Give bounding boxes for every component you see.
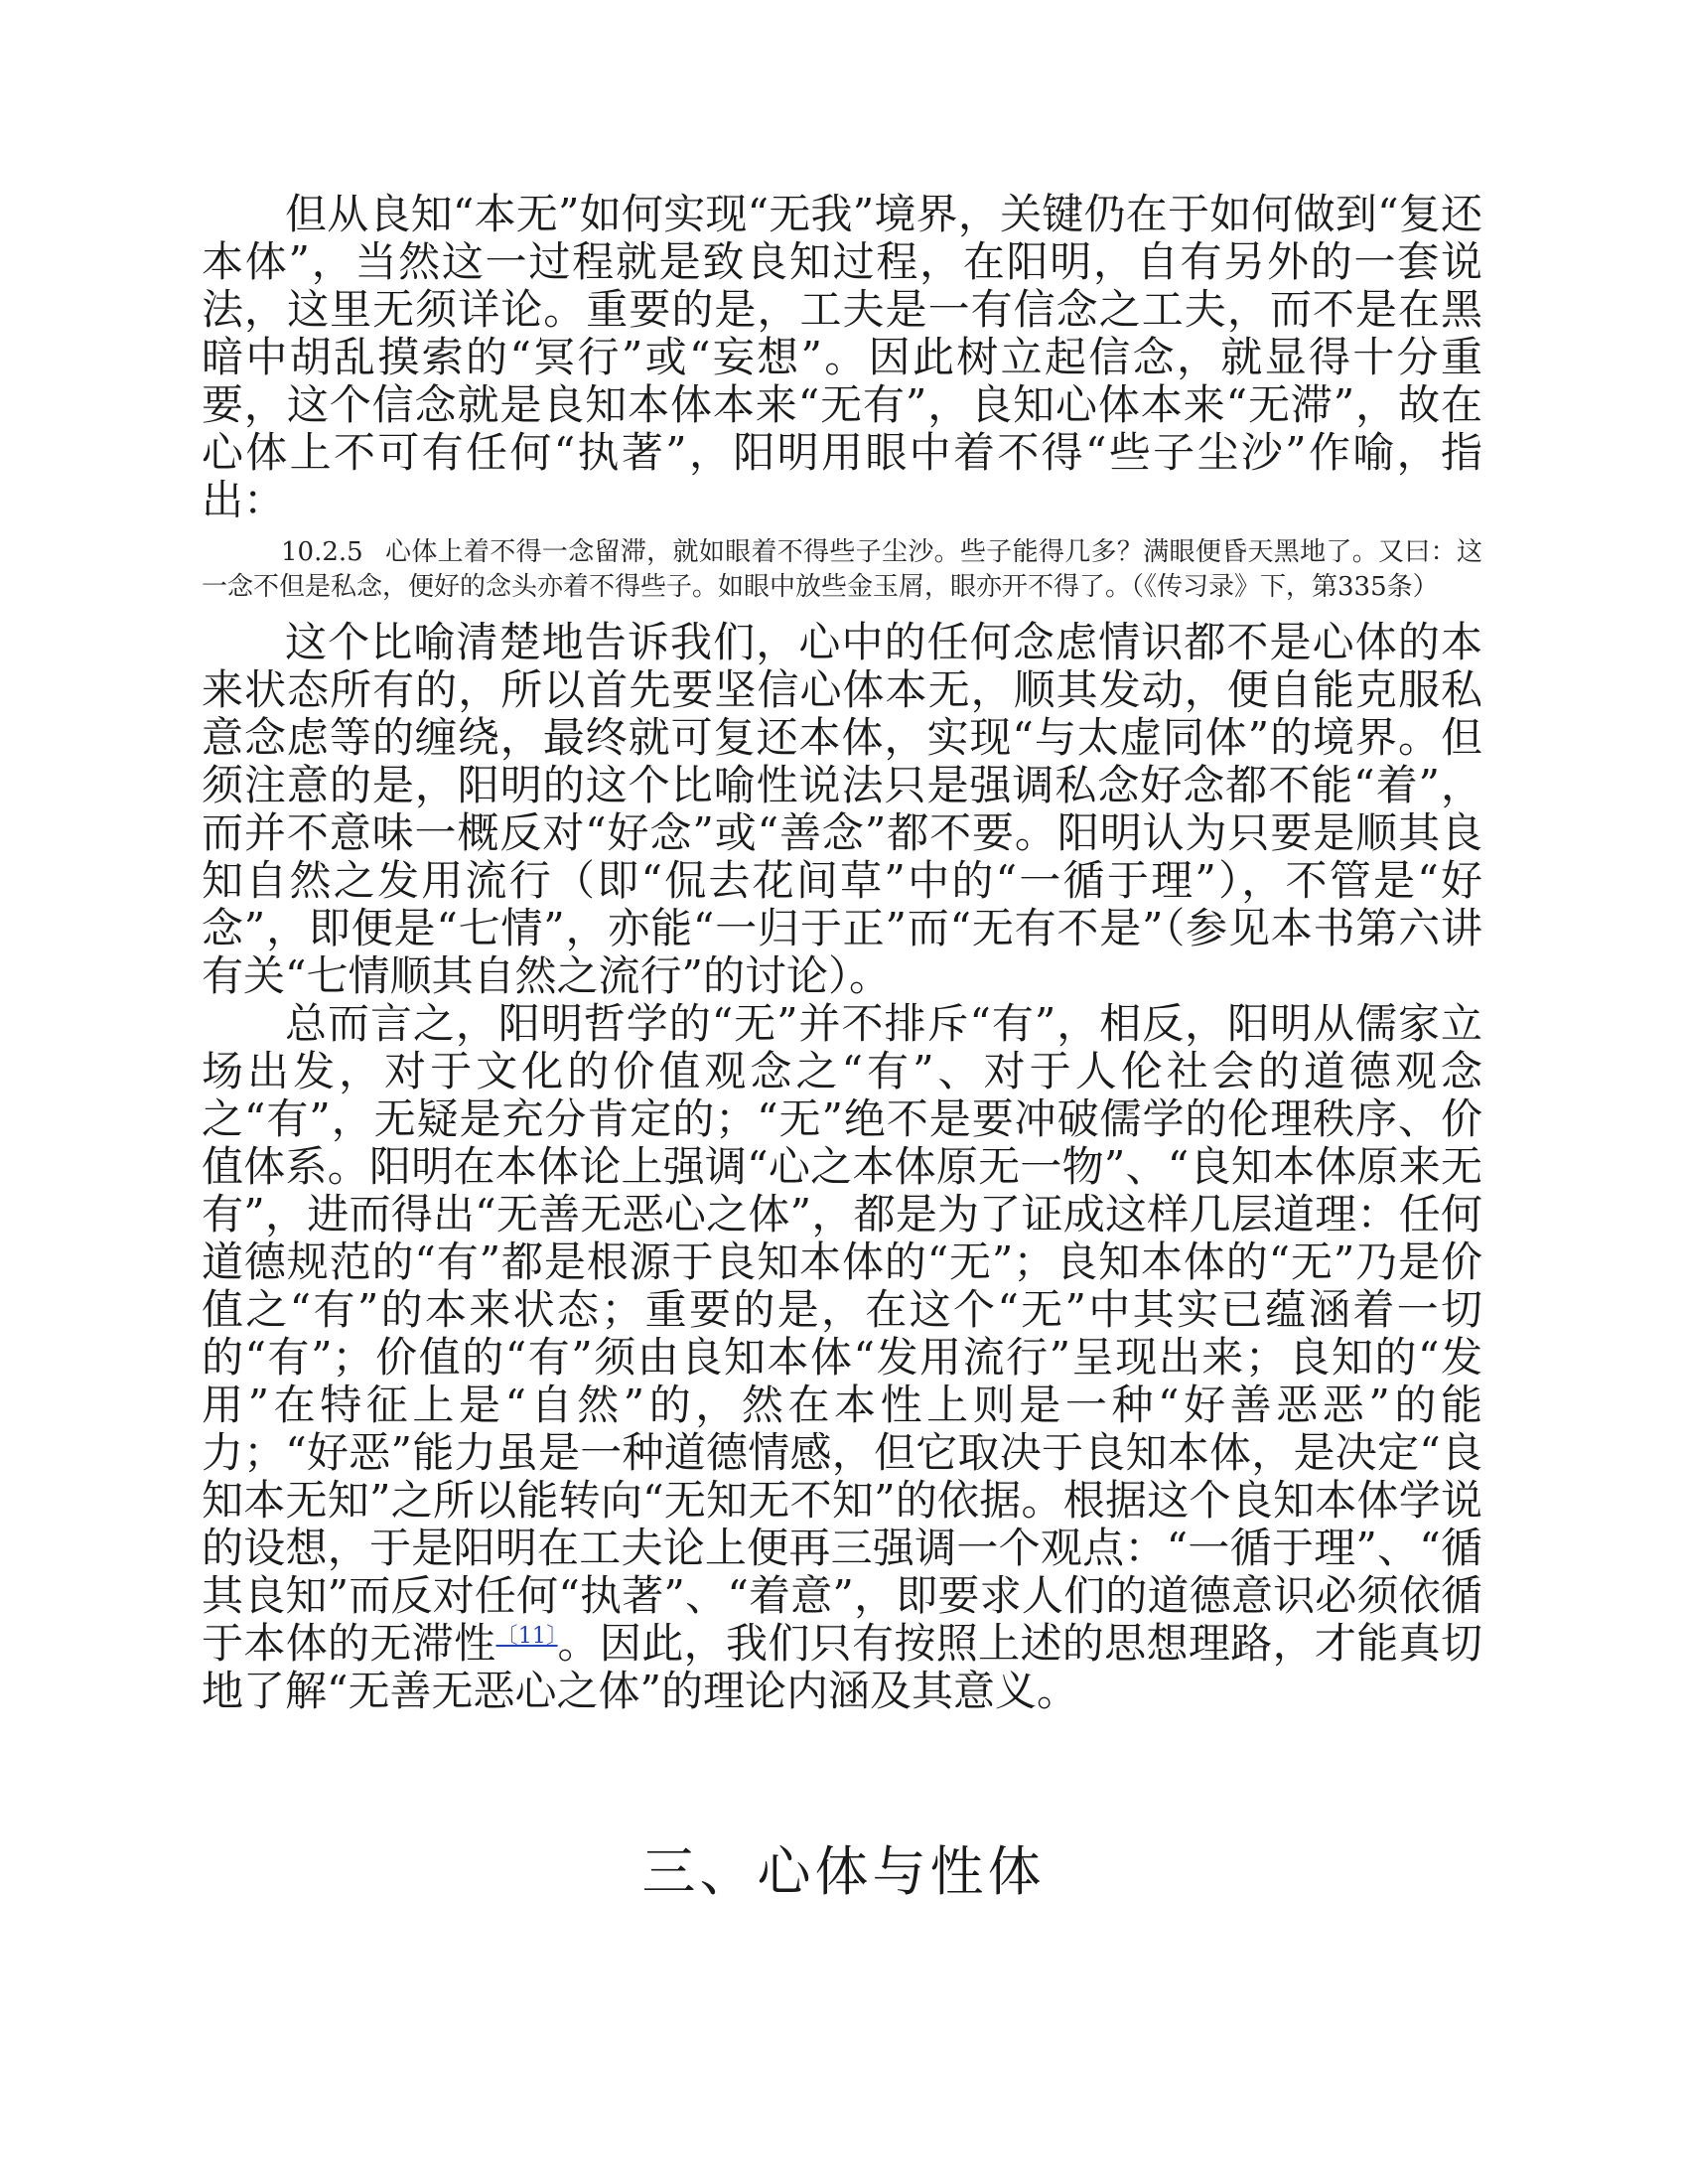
paragraph-2: 这个比喻清楚地告诉我们，心中的任何念虑情识都不是心体的本来状态所有的，所以首先要坚信心体本无，顺其发动，便自能克服私意念虑等的缠绕，最终就可复还本体，实现“与太虚同体”的境界。但须注意的是，阳明的这个比喻性说法只是强调私念好念都不能“着”，而并不意味一概反对“好念”或“善念”都不要。阳明认为只要是顺其良知自然之发用流行（即“侃去花间草”中的“一循于理”），不管是“好念”，即便是“七情”，亦能“一归于正”而“无有不是”（参见本书第六讲有关“七情顺其自然之流行”的讨论）。 [202, 618, 1482, 1000]
paragraph-3 [202, 1000, 1482, 1715]
document-body [202, 191, 1482, 1715]
paragraph-1: 但从良知“本无”如何实现“无我”境界，关键仍在于如何做到“复还本体”，当然这一过程就是致良知过程，在阳明，自有另外的一套说法，这里无须详论。重要的是，工夫是一有信念之工夫，而不是在黑暗中胡乱摸索的“冥行”或“妄想”。因此树立起信念，就显得十分重要，这个信念就是良知本体本来“无有”，良知心体本来“无滞”，故在心体上不可有任何“执著”，阳明用眼中着不得“些子尘沙”作喻，指出： [202, 190, 1482, 524]
paragraph-3-text-b: 。因此，我们只有按照上述的思想理路，才能真切地了解“无善无恶心之体”的理论内涵及其意义。 [202, 1619, 1482, 1715]
paragraph-3-text-a: 总而言之，阳明哲学的“无”并不排斥“有”，相反，阳明从儒家立场出发，对于文化的价值观念之“有”、对于人伦社会的道德观念之“有”，无疑是充分肯定的；“无”绝不是要冲破儒学的伦理秩序、价值体系。阳明在本体论上强调“心之本体原无一物”、“良知本体原来无有”，进而得出“无善无恶心之体”，都是为了证成这样几层道理：任何道德规范的“有”都是根源于良知本体的“无”；良知本体的“无”乃是价值之“有”的本来状态；重要的是，在这个“无”中其实已蕴涵着一切的“有”；价值的“有”须由良知本体“发用流行”呈现出来；良知的“发用”在特征上是“自然”的，然在本性上则是一种“好善恶恶”的能力；“好恶”能力虽是一种道德情感，但它取决于良知本体，是决定“良知本无知”之所以能转向“无知无不知”的依据。根据这个良知本体学说的设想，于是阳明在工夫论上便再三强调一个观点：“一循于理”、“循其良知”而反对任何“执著”、“着意”，即要求人们的道德意识必须依循于本体的无滞性 [202, 999, 1482, 1668]
quote-text: 心体上着不得一念留滞，就如眼着不得些子尘沙。些子能得几多？满眼便昏天黑地了。又曰：这一念不但是私念，便好的念头亦着不得些子。如眼中放些金玉屑，眼亦开不得了。（《传习录》下，第335条） [202, 537, 1482, 602]
block-quote [202, 535, 1482, 605]
footnote-link-11[interactable]: 〔11〕 [495, 1624, 558, 1649]
section-heading: 三、心体与性体 [641, 1840, 1046, 1903]
quote-number: 10.2.5 [281, 537, 363, 567]
